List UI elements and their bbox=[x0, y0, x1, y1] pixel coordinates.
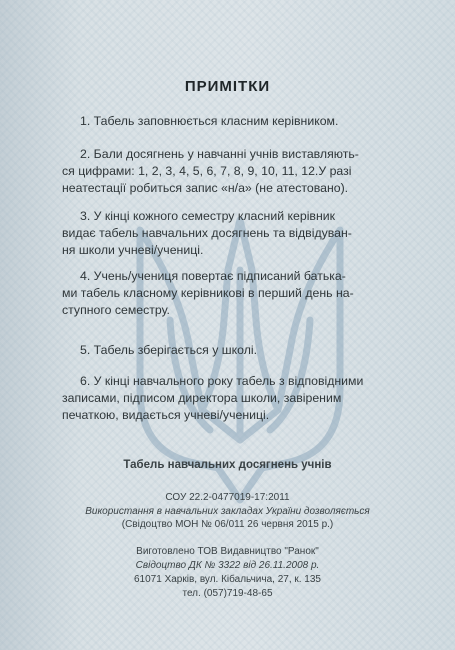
note-5 bbox=[62, 342, 422, 359]
phone-line: тел. (057)719-48-65 bbox=[182, 588, 273, 599]
address-line: 61071 Харків, вул. Кібальчича, 27, к. 135 bbox=[133, 574, 321, 585]
note-4-line-1: 4. Учень/учениця повертає підписаний батька- bbox=[80, 269, 346, 283]
note-2 bbox=[62, 146, 422, 197]
note-6-line-2: записами, підписом директора школи, завіреним bbox=[62, 391, 342, 405]
permit-line-1: Використання в навчальних закладах України дозволяється bbox=[85, 506, 370, 517]
note-2-line-3: неатестації робиться запис «н/а» (не атестовано). bbox=[62, 181, 349, 195]
note-3-line-3: ня школи учневі/учениці. bbox=[62, 243, 204, 257]
page-title: ПРИМІТКИ bbox=[184, 78, 271, 95]
note-4-line-3: ступного семестру. bbox=[62, 303, 170, 317]
note-6-line-3: печаткою, видається учневі/учениці. bbox=[62, 408, 270, 422]
note-1-line-1: 1. Табель заповнюється класним керівником. bbox=[80, 114, 339, 128]
note-3-line-2: видає табель навчальних досягнень та відвідуван- bbox=[62, 226, 352, 240]
note-1 bbox=[62, 113, 422, 130]
note-6-line-1: 6. У кінці навчального року табель з відповідними bbox=[80, 374, 364, 388]
certificate-line: Свідоцтво ДК № 3322 від 26.11.2008 р. bbox=[135, 560, 320, 571]
note-2-line-2: ся цифрами: 1, 2, 3, 4, 5, 6, 7, 8, 9, 10, 11, 12.У разі bbox=[62, 164, 352, 178]
permit-line-2: (Свідоцтво МОН № 06/011 26 червня 2015 р.) bbox=[121, 519, 334, 530]
note-4 bbox=[62, 268, 422, 319]
note-2-line-1: 2. Бали досягнень у навчанні учнів виставляють- bbox=[80, 147, 359, 161]
standard-code: СОУ 22.2-0477019-17:2011 bbox=[165, 492, 290, 503]
publisher-line: Виготовлено ТОВ Видавництво "Ранок" bbox=[136, 546, 319, 557]
note-3 bbox=[62, 208, 422, 259]
note-4-line-2: ми табель класному керівникові в перший день на- bbox=[62, 286, 354, 300]
note-3-line-1: 3. У кінці кожного семестру класний керівник bbox=[80, 209, 335, 223]
document-title: Табель навчальних досягнень учнів bbox=[123, 459, 332, 471]
note-6 bbox=[62, 373, 422, 424]
note-5-line-1: 5. Табель зберігається у школі. bbox=[80, 343, 258, 357]
